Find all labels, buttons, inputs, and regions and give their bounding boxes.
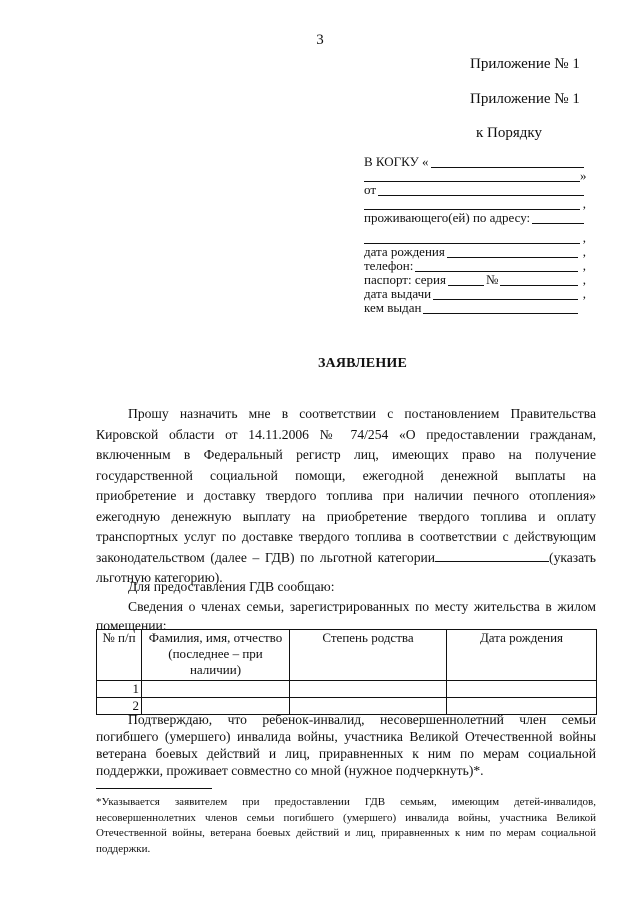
- issued-by-row: [364, 300, 586, 314]
- phone-field[interactable]: [415, 260, 578, 272]
- birth-date-row: [364, 244, 586, 258]
- table-cell[interactable]: [142, 681, 290, 698]
- address-block: [364, 154, 586, 314]
- issue-date-row: [364, 286, 586, 300]
- col-birth-date: Дата рождения: [447, 630, 597, 681]
- col-full-name: Фамилия, имя, отчество (последнее – при наличии): [142, 630, 290, 681]
- from-row-2: [364, 196, 586, 210]
- birth-date-field[interactable]: [447, 246, 578, 258]
- members-table-wrap: [96, 629, 597, 715]
- residing-field[interactable]: [532, 212, 584, 224]
- footnote: [96, 795, 596, 857]
- issue-date-field[interactable]: [433, 288, 578, 300]
- table-cell[interactable]: [447, 681, 597, 698]
- annex-line-1: Приложение № 1: [470, 56, 580, 72]
- col-number: № п/п: [97, 630, 142, 681]
- from-field[interactable]: [378, 184, 584, 196]
- document-title: ЗАЯВЛЕНИЕ: [317, 356, 408, 371]
- request-paragraph: [96, 404, 596, 589]
- to-field-2[interactable]: [364, 170, 580, 182]
- residing-label: проживающего(ей) по адресу:: [364, 210, 531, 225]
- row-number: 1: [97, 681, 142, 698]
- family-members-table: [96, 629, 597, 715]
- from-row: [364, 182, 586, 196]
- passport-series-label: паспорт: серия: [364, 272, 446, 287]
- confirm-text: Подтверждаю, что ребенок-инвалид, несовершеннолетний член семьи погибшего (умершего) инвалида войны, участника Великой Отечественной войны ветерана боевых действий и лиц, приравненных к ним по мерам социальной поддержки, проживает совместно со мной (нужное подчеркнуть)*.: [96, 712, 596, 778]
- from-field-2[interactable]: [364, 198, 580, 210]
- comma: ,: [582, 244, 586, 259]
- passport-row: [364, 272, 586, 286]
- confirm-paragraph: [96, 711, 596, 779]
- issued-by-field[interactable]: [423, 302, 578, 314]
- issue-date-label: дата выдачи: [364, 286, 432, 301]
- request-text: Прошу назначить мне в соответствии с постановлением Правительства Кировской области от 14.11.2006 № 74/254 «О предоставлении гражданам, включенным в Федеральный регистр лиц, имеющих право на получение государственной социальной помощи, ежегодной денежной выплаты на приобретение и доставку твердого топлива при наличии печного отопления» ежегодную денежную выплату на приобретение твердого топлива и оплату транспортных услуг по доставке твердого топлива в соответствии с действующим законодательством (далее – ГДВ) по льготной категории: [96, 406, 596, 565]
- table-header-row: [97, 630, 597, 681]
- footnote-divider: [96, 788, 212, 789]
- from-label: от: [364, 182, 377, 197]
- passport-series-field[interactable]: [448, 274, 484, 286]
- page-number: 3: [316, 32, 324, 48]
- address-row-2: [364, 230, 586, 244]
- annex-line-2: Приложение № 1: [470, 91, 580, 107]
- row-number: 2: [97, 698, 142, 715]
- phone-label: телефон:: [364, 258, 414, 273]
- phone-row: [364, 258, 586, 272]
- comma: ,: [582, 258, 586, 273]
- request-tail: (указать льготную категорию).: [96, 549, 596, 585]
- close-quote: »: [580, 168, 587, 183]
- comma: ,: [582, 230, 586, 245]
- benefit-category-field[interactable]: [435, 549, 549, 562]
- address-field-2[interactable]: [364, 232, 580, 244]
- passport-number-field[interactable]: [500, 274, 578, 286]
- comma: ,: [582, 196, 586, 211]
- birth-date-label: дата рождения: [364, 244, 445, 259]
- comma: ,: [582, 272, 586, 287]
- to-label: В КОГКУ «: [364, 154, 429, 169]
- to-row: [364, 154, 586, 168]
- to-row-2: [364, 168, 586, 182]
- issued-by-label: кем выдан: [364, 300, 422, 315]
- col-relation: Степень родства: [290, 630, 447, 681]
- table-cell[interactable]: [290, 681, 447, 698]
- comma: ,: [582, 286, 586, 301]
- table-row: [97, 681, 597, 698]
- footnote-text: *Указывается заявителем при предоставлении ГДВ семьям, имеющим детей-инвалидов, несовершеннолетних членов семьи погибшего (умершего) инвалида войны, участника Великой Отечественной войны, ветерана боевых действий и лиц, приравненных к ним по мерам социальной поддержки.: [96, 796, 596, 855]
- inform-line: Для предоставления ГДВ сообщаю:: [128, 579, 335, 594]
- to-field[interactable]: [431, 156, 584, 168]
- passport-number-label: №: [485, 272, 499, 287]
- residing-row: [364, 210, 586, 224]
- annex-line-3: к Порядку: [476, 125, 542, 141]
- family-info-text: Сведения о членах семьи, зарегистрированных по месту жительства в жилом помещении:: [96, 599, 596, 633]
